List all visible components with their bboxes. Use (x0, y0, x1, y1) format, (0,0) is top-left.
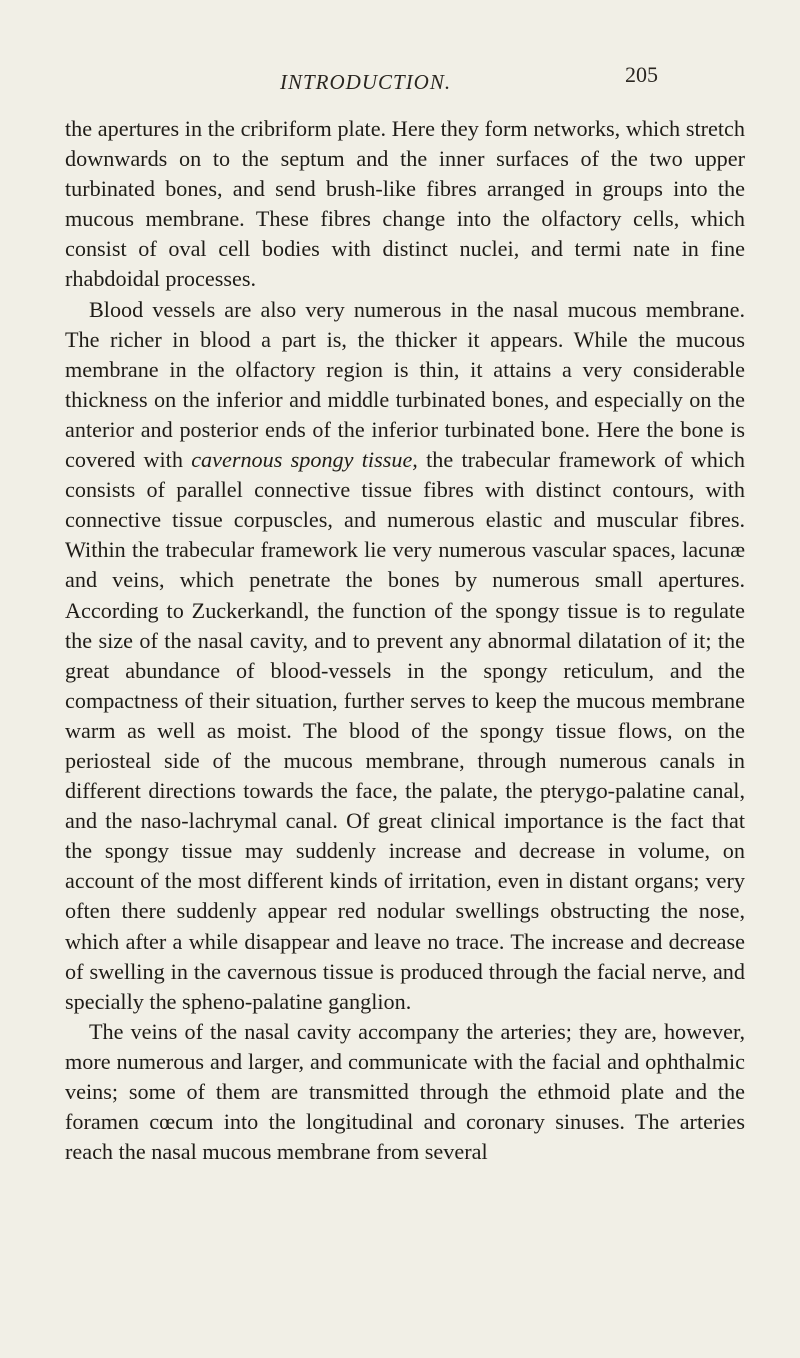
text-line: the apertures in the cribriform plate. Here they form networks, which (65, 116, 686, 141)
emphasis-cavernous-spongy-tissue: cavernous spongy tissue, (191, 447, 418, 473)
paragraph-blood-vessels (65, 295, 745, 1017)
running-head: INTRODUCTION. (280, 70, 452, 94)
text-line: stretch downwards on to the septum and the inner surfaces of the two (65, 116, 745, 172)
text-line: cells, which consist of oval cell bodies with distinct nuclei, and termi (65, 206, 745, 262)
text-line: into the mucous membrane. These fibres change into the olfactory (65, 176, 745, 232)
text-line: nate in fine rhabdoidal processes. (65, 236, 745, 292)
paragraph-veins (65, 1017, 745, 1167)
paragraph-olfactory (65, 114, 745, 295)
page-number: 205 (625, 62, 658, 87)
body-text (65, 114, 745, 1167)
paragraph-text: the trabecular framework of which consists of parallel connective tissue fibres with distinct contours, with connective tissue corpuscles, and numerous elastic and muscular fibres. Within the trabecular framework lie very numerous vascular spaces, lacunæ and veins, which penetrate the bones by numerous small apertures. According to Zuckerkandl, the function of the spongy tissue is to regulate the size of the nasal cavity, and to prevent any abnormal dilatation of it; the great abundance of blood-vessels in the spongy reticulum, and the compactness of their situation, further serves to keep the mucous membrane warm as well as moist. The blood of the spongy tissue flows, on the periosteal side of the mucous membrane, through numerous canals in different directions towards the face, the palate, the pterygo-palatine canal, and the naso-lachrymal canal. Of great clinical importance is the fact that the spongy tissue may suddenly increase and decrease in volume, on account of the most different kinds of irritation, even in distant organs; very often there suddenly appear red nodular swellings obstructing the nose, which after a while disappear and leave no trace. The increase and decrease of swelling in the cavernous tissue is produced through the facial nerve, and specially the spheno-palatine ganglion. (65, 447, 745, 1014)
paragraph-text: The veins of the nasal cavity accompany the arteries; they are, however, more numerous and larger, and communicate with the facial and ophthalmic veins; some of them are transmitted through the ethmoid plate and the foramen cœcum into the longitudinal and coronary sinuses. The arteries reach the nasal mucous membrane from several (65, 1018, 745, 1165)
text-line: upper turbinated bones, and send brush-like fibres arranged in groups (65, 146, 745, 202)
paragraph-text: Blood vessels are also very numerous in the nasal mucous membrane. The richer in blood a part is, the thicker it appears. While the mucous membrane in the olfactory region is thin, it attains a very considerable thickness on the inferior and middle turbinated bones, and especially on the anterior and posterior ends of the inferior turbinated bone. Here the bone is covered with (65, 296, 745, 473)
